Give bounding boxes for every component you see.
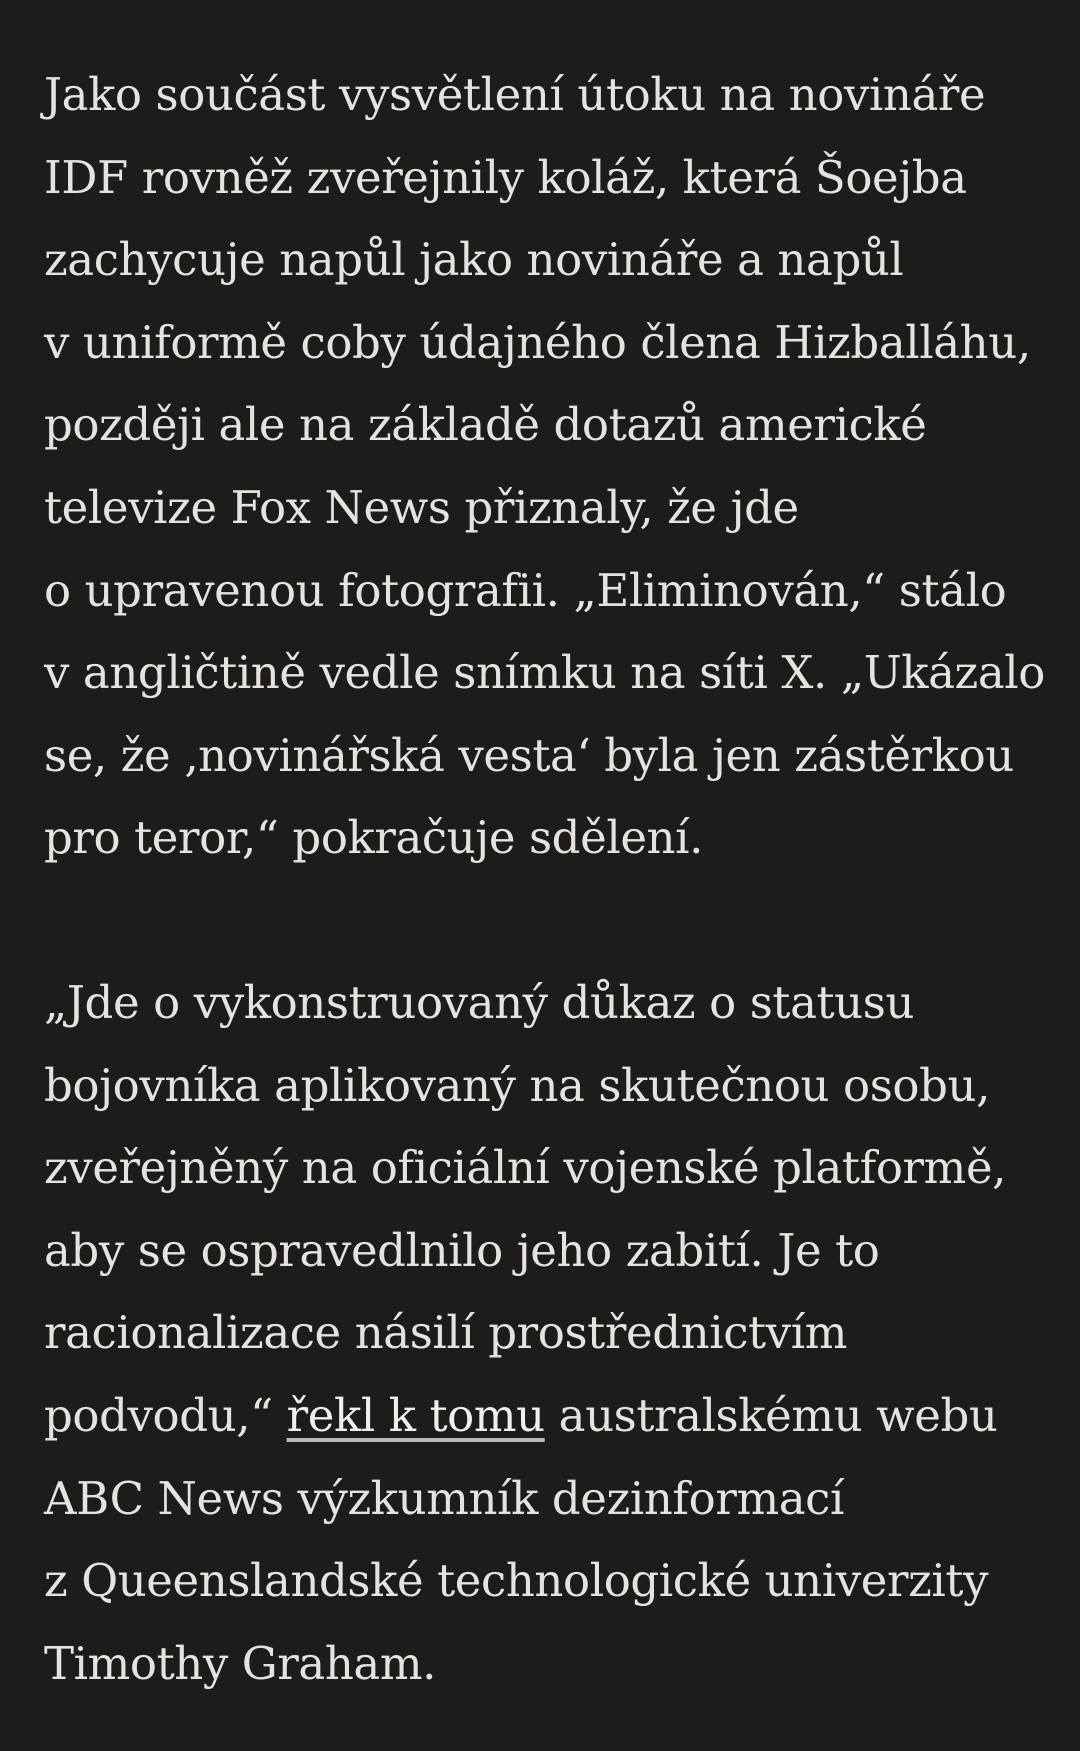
text-line: v angličtině vedle snímku na síti X. „Ukázalo	[44, 646, 1045, 700]
text-line: Jako součást vysvětlení útoku na novináře	[44, 68, 986, 121]
article-paragraph-2	[44, 962, 1044, 1705]
text-line: televize Fox News přiznaly, že jde	[44, 480, 799, 534]
text-line: později ale na základě dotazů americké	[44, 398, 927, 452]
text-line: se, že ‚novinářská vesta‘ byla jen zástěrkou	[44, 728, 1014, 782]
text-line: z Queenslandské technologické univerzity	[44, 1554, 989, 1608]
text-line: „Jde o vykonstruovaný důkaz o statusu	[44, 975, 915, 1029]
text-line: IDF rovněž zveřejnily koláž, která Šoejba	[44, 150, 967, 204]
text-line: racionalizace násilí prostřednictvím	[44, 1306, 847, 1360]
text-line: pro teror,“ pokračuje sdělení.	[44, 811, 704, 865]
article-paragraph-1	[44, 54, 1044, 880]
text-line: o upravenou fotografii. „Eliminován,“ stálo	[44, 563, 1007, 617]
text-line: zveřejněný na oficiální vojenské platformě,	[44, 1141, 1007, 1195]
text-before-link: podvodu,“	[44, 1388, 287, 1442]
text-line-with-link	[44, 1375, 1044, 1458]
text-line: zachycuje napůl jako novináře a napůl	[44, 233, 904, 287]
text-line: Timothy Graham.	[44, 1636, 437, 1690]
text-after-link: australskému webu	[544, 1388, 998, 1442]
text-line: aby se ospravedlnilo jeho zabití. Je to	[44, 1223, 880, 1277]
text-line: v uniformě coby údajného člena Hizballáhu,	[44, 315, 1031, 369]
article-body	[44, 54, 1044, 1705]
text-line: ABC News výzkumník dezinformací	[44, 1471, 844, 1525]
source-link[interactable]: řekl k tomu	[286, 1388, 545, 1442]
text-line: bojovníka aplikovaný na skutečnou osobu,	[44, 1058, 990, 1112]
